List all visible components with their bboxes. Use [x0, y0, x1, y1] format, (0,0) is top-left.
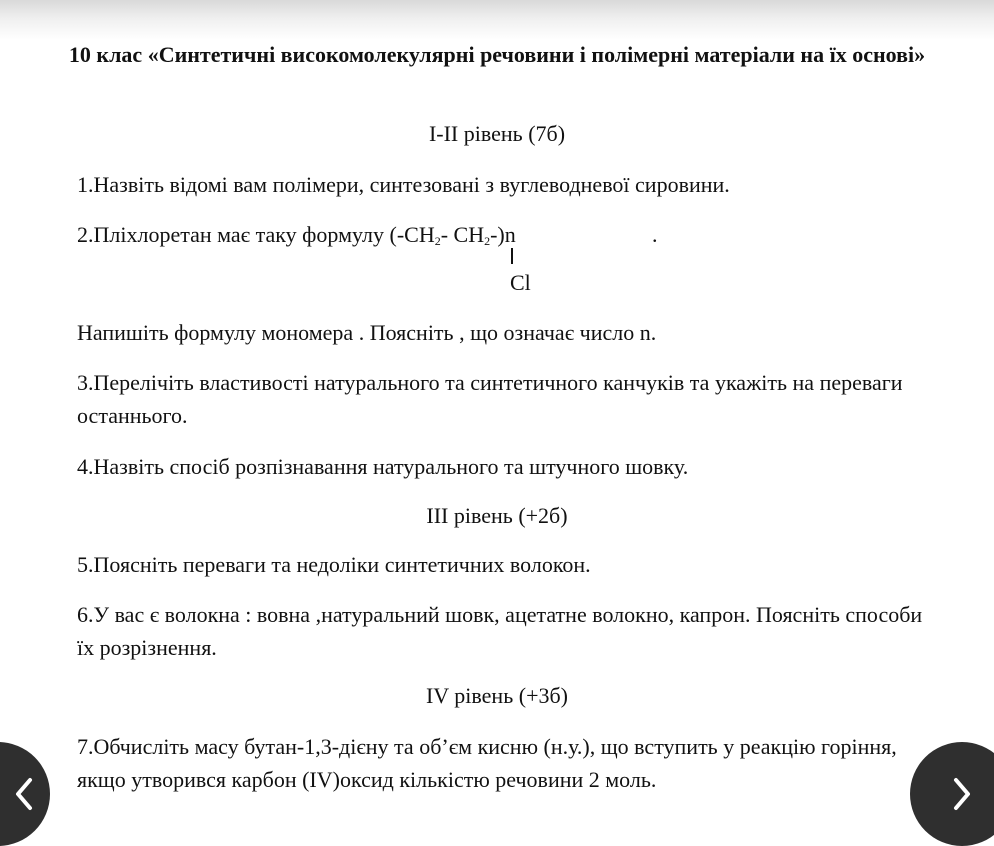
question-6: 6.У вас є волокна : вовна ,натуральний шовк, ацетатне волокно, капрон. Поясніть способи їх розрізнення.: [77, 602, 923, 660]
chevron-right-icon: [950, 776, 974, 812]
formula-bond-line: [511, 248, 513, 264]
question-2-followup: Напишіть формулу мономера . Поясніть , що означає число n.: [77, 320, 657, 345]
formula-trailing-dot: .: [652, 222, 658, 247]
worksheet-title: 10 клас «Синтетичні високомолекулярні речовини і полімерні матеріали на їх основі»: [68, 42, 926, 67]
question-3: 3.Перелічіть властивості натурального та синтетичного канчуків та укажіть на переваги останнього.: [77, 370, 903, 428]
formula-subscript-1: 2: [434, 234, 441, 248]
level-heading-2: ІІІ рівень (+2б): [426, 503, 568, 528]
formula-branch-cl: Cl: [510, 270, 531, 295]
question-4: 4.Назвіть спосіб розпізнавання натурального та штучного шовку.: [77, 454, 689, 479]
question-5: 5.Поясніть переваги та недоліки синтетичних волокон.: [77, 552, 591, 577]
chevron-left-icon: [12, 776, 36, 812]
level-heading-1: І-ІІ рівень (7б): [428, 121, 566, 146]
question-7: 7.Обчисліть масу бутан-1,3-дієну та об’єм кисню (н.у.), що вступить у реакцію горіння, якщо утворився карбон (IV)оксид кількістю речовини 2 моль.: [77, 734, 897, 792]
formula-middle: - CH: [440, 222, 485, 247]
formula-subscript-2: 2: [484, 234, 491, 248]
question-1: 1.Назвіть відомі вам полімери, синтезовані з вуглеводневої сировини.: [77, 172, 730, 197]
formula-prefix: 2.Пліхлоретан має таку формулу (-CH: [77, 222, 435, 247]
question-2: [77, 218, 937, 258]
level-heading-3: IV рівень (+3б): [425, 683, 568, 708]
formula-suffix: -)n: [490, 222, 516, 247]
